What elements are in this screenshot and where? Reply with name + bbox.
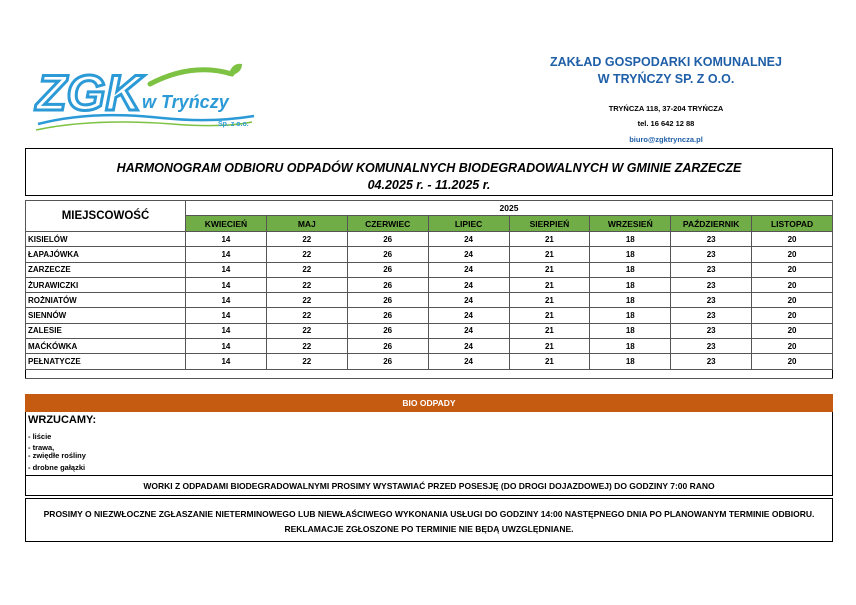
- day-cell: 20: [752, 277, 833, 292]
- throw-in-item: - liście: [28, 432, 52, 441]
- day-cell: 26: [347, 339, 428, 354]
- day-cell: 26: [347, 354, 428, 369]
- day-cell: 23: [671, 277, 752, 292]
- day-cell: 20: [752, 308, 833, 323]
- month-header: KWIECIEŃ: [186, 216, 267, 232]
- day-cell: 18: [590, 232, 671, 247]
- month-header: PAŹDZIERNIK: [671, 216, 752, 232]
- company-phone: tel. 16 642 12 88: [637, 119, 695, 128]
- day-cell: 18: [590, 262, 671, 277]
- day-cell: 21: [509, 232, 590, 247]
- day-cell: 23: [671, 293, 752, 308]
- month-header: SIERPIEŃ: [509, 216, 590, 232]
- location-cell: ZARZECZE: [26, 262, 186, 277]
- company-name-line1: ZAKŁAD GOSPODARKI KOMUNALNEJ: [550, 55, 782, 69]
- month-header: LISTOPAD: [752, 216, 833, 232]
- day-cell: 20: [752, 339, 833, 354]
- day-cell: 14: [186, 277, 267, 292]
- day-cell: 14: [186, 247, 267, 262]
- day-cell: 26: [347, 308, 428, 323]
- day-cell: 22: [266, 247, 347, 262]
- day-cell: 18: [590, 277, 671, 292]
- day-cell: 14: [186, 308, 267, 323]
- day-cell: 20: [752, 323, 833, 338]
- day-cell: 21: [509, 308, 590, 323]
- day-cell: 14: [186, 339, 267, 354]
- logo-graphic: [32, 60, 262, 138]
- table-row: [26, 232, 833, 247]
- day-cell: 14: [186, 262, 267, 277]
- day-cell: 21: [509, 262, 590, 277]
- day-cell: 24: [428, 277, 509, 292]
- day-cell: 22: [266, 277, 347, 292]
- day-cell: 18: [590, 354, 671, 369]
- table-row: [26, 247, 833, 262]
- company-email[interactable]: biuro@zgktryncza.pl: [629, 135, 703, 144]
- day-cell: 22: [266, 232, 347, 247]
- day-cell: 20: [752, 293, 833, 308]
- day-cell: 23: [671, 262, 752, 277]
- location-cell: PEŁNATYCZE: [26, 354, 186, 369]
- day-cell: 18: [590, 308, 671, 323]
- logo-subtitle: Sp. z o.o.: [218, 121, 249, 128]
- day-cell: 21: [509, 247, 590, 262]
- month-header: MAJ: [266, 216, 347, 232]
- bio-waste-label: BIO ODPADY: [25, 394, 833, 412]
- day-cell: 24: [428, 308, 509, 323]
- title-box: [25, 148, 833, 196]
- location-cell: ROŻNIATÓW: [26, 293, 186, 308]
- day-cell: 22: [266, 308, 347, 323]
- location-cell: MAĆKÓWKA: [26, 339, 186, 354]
- throw-in-title: WRZUCAMY:: [28, 414, 97, 426]
- spacer-row: [26, 369, 833, 378]
- day-cell: 24: [428, 323, 509, 338]
- day-cell: 14: [186, 293, 267, 308]
- day-cell: 21: [509, 323, 590, 338]
- day-cell: 23: [671, 323, 752, 338]
- day-cell: 26: [347, 262, 428, 277]
- throw-in-item: - drobne gałązki: [28, 463, 86, 472]
- company-logo: [32, 60, 262, 138]
- day-cell: 14: [186, 323, 267, 338]
- document-title: HARMONOGRAM ODBIORU ODPADÓW KOMUNALNYCH BIODEGRADOWALNYCH W GMINIE ZARZECZE: [116, 161, 742, 175]
- day-cell: 20: [752, 354, 833, 369]
- day-cell: 18: [590, 293, 671, 308]
- bags-note-box: [25, 476, 833, 496]
- day-cell: 23: [671, 354, 752, 369]
- day-cell: 26: [347, 232, 428, 247]
- logo-letters: ZGK: [36, 65, 142, 121]
- location-cell: ZALESIE: [26, 323, 186, 338]
- company-name-line2: W TRYŃCZY SP. Z O.O.: [597, 72, 735, 86]
- day-cell: 24: [428, 232, 509, 247]
- day-cell: 20: [752, 232, 833, 247]
- day-cell: 21: [509, 293, 590, 308]
- day-cell: 24: [428, 354, 509, 369]
- day-cell: 22: [266, 354, 347, 369]
- day-cell: 21: [509, 354, 590, 369]
- day-cell: 21: [509, 277, 590, 292]
- location-cell: ŁAPAJÓWKA: [26, 247, 186, 262]
- day-cell: 26: [347, 247, 428, 262]
- bags-note: WORKI Z ODPADAMI BIODEGRADOWALNYMI PROSIMY WYSTAWIAĆ PRZED POSESJĘ (DO DROGI DOJAZDOWEJ) DO GODZINY 7:00 RANO: [143, 481, 715, 491]
- day-cell: 26: [347, 277, 428, 292]
- company-address: TRYŃCZA 118, 37-204 TRYŃCZA: [608, 104, 724, 113]
- month-header: WRZESIEŃ: [590, 216, 671, 232]
- location-cell: KISIELÓW: [26, 232, 186, 247]
- day-cell: 18: [590, 247, 671, 262]
- table-row: [26, 323, 833, 338]
- spacer-cell: [26, 369, 833, 378]
- day-cell: 24: [428, 339, 509, 354]
- company-name: [520, 54, 812, 88]
- month-header: LIPIEC: [428, 216, 509, 232]
- month-header: CZERWIEC: [347, 216, 428, 232]
- day-cell: 18: [590, 323, 671, 338]
- day-cell: 21: [509, 339, 590, 354]
- day-cell: 26: [347, 323, 428, 338]
- table-row: [26, 293, 833, 308]
- day-cell: 14: [186, 354, 267, 369]
- day-cell: 26: [347, 293, 428, 308]
- day-cell: 22: [266, 323, 347, 338]
- location-header: MIEJSCOWOŚĆ: [26, 201, 186, 232]
- complaints-note: PROSIMY O NIEZWŁOCZNE ZGŁASZANIE NIETERMINOWEGO LUB NIEWŁAŚCIWEGO WYKONANIA USŁUGI DO GODZINY 14:00 NASTĘPNEGO DNIA PO PLANOWANYM TERMINIE ODBIORU. REKLAMACJE ZGŁOSZONE PO TERMINIE NIE BĘDĄ UWZGLĘDNIANE.: [43, 509, 815, 534]
- location-cell: ŻURAWICZKI: [26, 277, 186, 292]
- day-cell: 20: [752, 247, 833, 262]
- day-cell: 20: [752, 262, 833, 277]
- year-header: 2025: [186, 201, 833, 216]
- schedule-table: [25, 200, 833, 379]
- day-cell: 23: [671, 247, 752, 262]
- day-cell: 24: [428, 262, 509, 277]
- throw-in-item: - trawa,: [28, 443, 55, 452]
- logo-text: w Tryńczy: [142, 92, 229, 112]
- day-cell: 24: [428, 247, 509, 262]
- complaints-note-box: [25, 498, 833, 542]
- table-row: [26, 277, 833, 292]
- day-cell: 18: [590, 339, 671, 354]
- throw-in-item: - zwiędłe rośliny: [28, 451, 86, 460]
- table-row: [26, 308, 833, 323]
- throw-in-box: [25, 412, 833, 476]
- day-cell: 23: [671, 308, 752, 323]
- day-cell: 14: [186, 232, 267, 247]
- table-row: [26, 354, 833, 369]
- document-period: 04.2025 r. - 11.2025 r.: [367, 178, 491, 192]
- day-cell: 22: [266, 293, 347, 308]
- year-row: [26, 201, 833, 216]
- day-cell: 22: [266, 262, 347, 277]
- day-cell: 24: [428, 293, 509, 308]
- location-cell: SIENNÓW: [26, 308, 186, 323]
- table-row: [26, 339, 833, 354]
- day-cell: 23: [671, 339, 752, 354]
- day-cell: 23: [671, 232, 752, 247]
- day-cell: 22: [266, 339, 347, 354]
- table-row: [26, 262, 833, 277]
